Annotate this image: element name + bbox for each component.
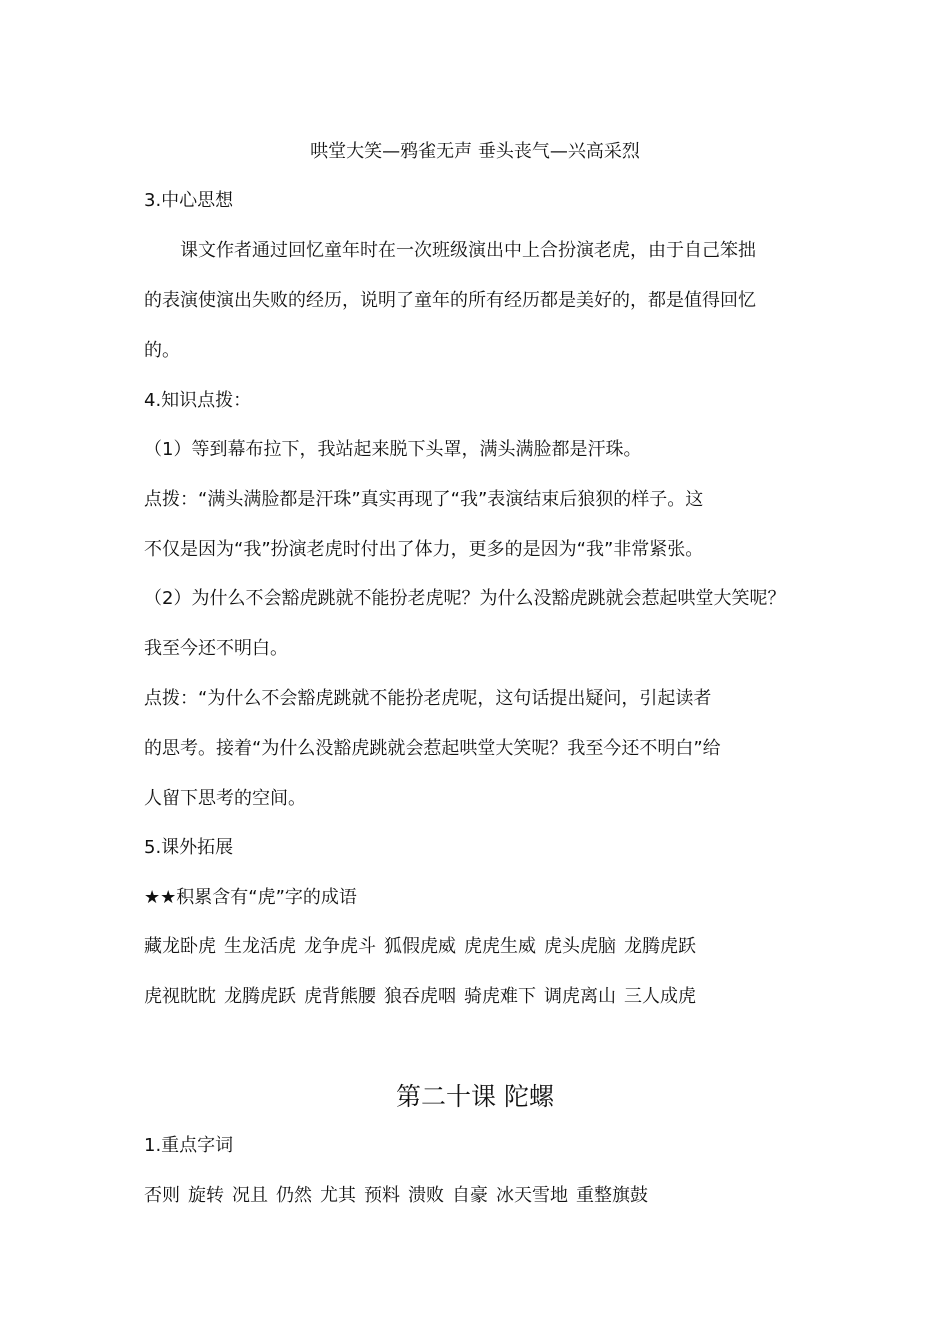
section3-paragraph-line1: 课文作者通过回忆童年时在一次班级演出中上合扮演老虎，由于自己笨拙 [180, 240, 756, 261]
idiom: 藏龙卧虎 [144, 936, 216, 957]
vocab-word: 旋转 [188, 1185, 224, 1206]
section3-heading: 3.中心思想 [144, 190, 234, 211]
antonym-pairs: 哄堂大笑—鸦雀无声 垂头丧气—兴高采烈 [310, 141, 640, 162]
note1-line1: 点拨：“满头满脸都是汗珠”真实再现了“我”表演结束后狼狈的样子。这 [144, 489, 704, 510]
idiom: 狐假虎威 [384, 936, 456, 957]
section3-paragraph-line3: 的。 [144, 340, 180, 361]
vocab-word: 重整旗鼓 [576, 1185, 648, 1206]
vocab-word: 况且 [232, 1185, 268, 1206]
idiom: 龙争虎斗 [304, 936, 376, 957]
question2-line2: 我至今还不明白。 [144, 638, 288, 659]
idiom: 狼吞虎咽 [384, 986, 456, 1007]
vocab-word: 尤其 [320, 1185, 356, 1206]
idiom: 调虎离山 [544, 986, 616, 1007]
section5-subheading: ★★积累含有“虎”字的成语 [144, 887, 357, 908]
idiom: 龙腾虎跃 [624, 936, 696, 957]
note2-line3: 人留下思考的空间。 [144, 788, 306, 809]
lesson-title: 第二十课 陀螺 [396, 1082, 554, 1111]
vocab-word: 预料 [364, 1185, 400, 1206]
vocab-word: 否则 [144, 1185, 180, 1206]
idioms-row1 [144, 935, 816, 959]
vocab-word: 冰天雪地 [496, 1185, 568, 1206]
idiom: 虎头虎脑 [544, 936, 616, 957]
note2-line1: 点拨：“为什么不会豁虎跳就不能扮老虎呢，这句话提出疑问，引起读者 [144, 688, 712, 709]
idiom: 三人成虎 [624, 986, 696, 1007]
vocab-word: 自豪 [452, 1185, 488, 1206]
vocab-row [144, 1184, 816, 1208]
idiom: 龙腾虎跃 [224, 986, 296, 1007]
idiom: 虎背熊腰 [304, 986, 376, 1007]
idiom: 虎视眈眈 [144, 986, 216, 1007]
section3-paragraph-line2: 的表演使演出失败的经历，说明了童年的所有经历都是美好的，都是值得回忆 [144, 290, 756, 311]
vocab-word: 溃败 [408, 1185, 444, 1206]
question1: （1）等到幕布拉下，我站起来脱下头罩，满头满脸都是汗珠。 [144, 439, 642, 460]
question2-line1: （2）为什么不会豁虎跳就不能扮老虎呢？为什么没豁虎跳就会惹起哄堂大笑呢？ [144, 588, 786, 609]
section4-heading: 4.知识点拨： [144, 390, 252, 411]
idiom: 虎虎生威 [464, 936, 536, 957]
idioms-row2 [144, 985, 816, 1009]
idiom: 骑虎难下 [464, 986, 536, 1007]
vocab-word: 仍然 [276, 1185, 312, 1206]
idiom: 生龙活虎 [224, 936, 296, 957]
lesson-heading: 1.重点字词 [144, 1135, 234, 1156]
note1-line2: 不仅是因为“我”扮演老虎时付出了体力，更多的是因为“我”非常紧张。 [144, 539, 704, 560]
note2-line2: 的思考。接着“为什么没豁虎跳就会惹起哄堂大笑呢？我至今还不明白”给 [144, 738, 721, 759]
section5-heading: 5.课外拓展 [144, 837, 234, 858]
